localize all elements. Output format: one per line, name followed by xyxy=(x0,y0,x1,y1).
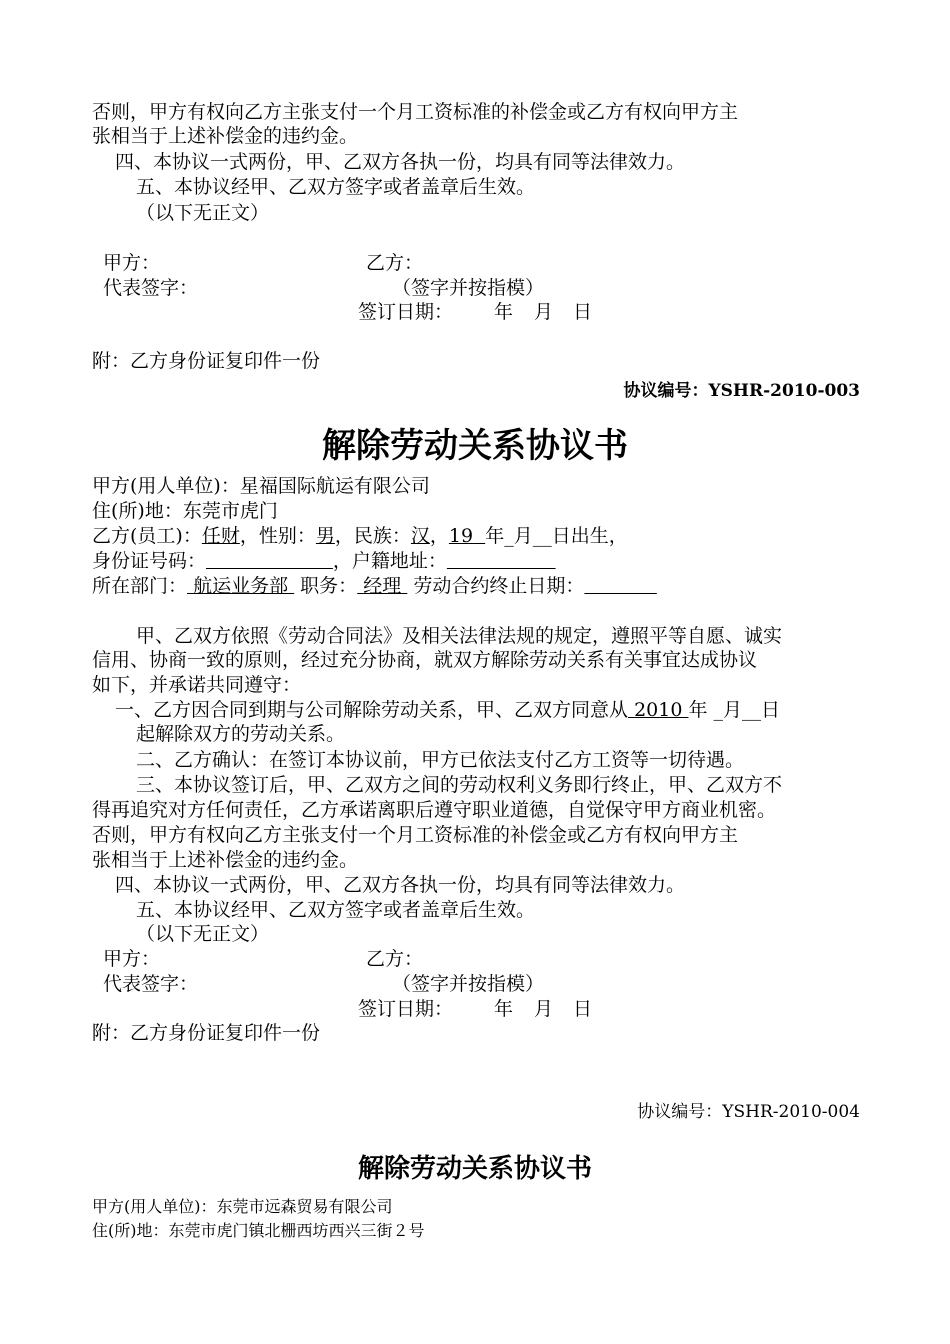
clause-3-cont: 否则，甲方有权向乙方主张支付一个月工资标准的补偿金或乙方有权向甲方主 xyxy=(92,824,739,846)
party-b-label: 乙方： xyxy=(366,948,424,970)
employer-line: 甲方(用人单位)：东莞市远森贸易有限公司 xyxy=(92,1197,393,1216)
id-line: 身份证号码： ，户籍地址： xyxy=(92,550,447,572)
sign-date-label: 签订日期： xyxy=(358,301,454,323)
intro-line: 信用、协商一致的原则，经过充分协商，就双方解除劳动关系有关事宜达成协议 xyxy=(92,649,758,671)
party-a-label: 甲方： xyxy=(103,252,161,274)
clause-4: 四、本协议一式两份，甲、乙双方各执一份，均具有同等法律效力。 xyxy=(115,151,686,173)
party-b-label: 乙方： xyxy=(366,252,424,274)
clause-1-cont: 起解除双方的劳动关系。 xyxy=(136,723,346,745)
address-line: 住(所)地：东莞市虎门镇北栅西坊西兴三街２号 xyxy=(92,1221,425,1240)
sign-date-label: 签订日期： xyxy=(358,998,454,1020)
sign-year: 年 xyxy=(494,301,514,323)
sign-month: 月 xyxy=(534,998,554,1020)
clause-5: 五、本协议经甲、乙双方签字或者盖章后生效。 xyxy=(136,176,536,198)
agreement-number: 协议编号：YSHR-2010-003 xyxy=(623,381,860,401)
clause-4: 四、本协议一式两份，甲、乙双方各执一份，均具有同等法律效力。 xyxy=(115,874,686,896)
party-a-label: 甲方： xyxy=(103,948,161,970)
attachment-note: 附：乙方身份证复印件一份 xyxy=(92,1022,321,1044)
clause-3-cont: 得再追究对方任何责任，乙方承诺离职后遵守职业道德，自觉保守甲方商业机密。 xyxy=(92,799,777,821)
clause-3: 三、本协议签订后，甲、乙双方之间的劳动权利义务即行终止，甲、乙双方不 xyxy=(136,774,783,796)
fingerprint-note: （签字并按指模） xyxy=(392,973,545,995)
employer-line: 甲方(用人单位)：星福国际航运有限公司 xyxy=(92,475,430,497)
address-line: 住(所)地：东莞市虎门 xyxy=(92,500,278,522)
employee-line: 乙方(员工)：任财，性别：男，民族：汉，19 年_月__日出生， xyxy=(92,525,628,547)
department-value: 航运业务部 xyxy=(193,575,289,597)
birth-year: 19 xyxy=(448,525,474,547)
intro-line: 如下，并承诺共同遵守： xyxy=(92,674,302,696)
rep-sign-label: 代表签字： xyxy=(103,277,199,299)
paragraph-line: 否则，甲方有权向乙方主张支付一个月工资标准的补偿金或乙方有权向甲方主 xyxy=(92,101,739,123)
intro-line: 甲、乙双方依照《劳动合同法》及相关法律法规的规定，遵照平等自愿、诚实 xyxy=(136,625,783,647)
sign-day: 日 xyxy=(573,998,593,1020)
sign-day: 日 xyxy=(573,301,593,323)
sign-month: 月 xyxy=(534,301,554,323)
paragraph-line: 张相当于上述补偿金的违约金。 xyxy=(92,125,359,147)
clause-3-cont: 张相当于上述补偿金的违约金。 xyxy=(92,849,359,871)
document-title: 解除劳动关系协议书 xyxy=(322,426,628,466)
gender-value: 男 xyxy=(315,525,335,547)
clause-1: 一、乙方因合同到期与公司解除劳动关系，甲、乙双方同意从 2010 年 _月__日 xyxy=(115,699,781,721)
fingerprint-note: （签字并按指模） xyxy=(392,277,545,299)
ethnic-value: 汉 xyxy=(410,525,430,547)
clause-5: 五、本协议经甲、乙双方签字或者盖章后生效。 xyxy=(136,899,536,921)
agreement-number: 协议编号：YSHR-2010-004 xyxy=(637,1102,860,1122)
rep-sign-label: 代表签字： xyxy=(103,973,199,995)
department-line: 所在部门： 航运业务部 职务： 经理 劳动合约终止日期： xyxy=(92,575,585,597)
no-text-note: （以下无正文） xyxy=(136,202,270,224)
job-value: 经理 xyxy=(363,575,402,597)
document-title: 解除劳动关系协议书 xyxy=(357,1154,592,1184)
sign-year: 年 xyxy=(494,998,514,1020)
clause-1-year: 2010 xyxy=(634,699,683,721)
attachment-note: 附：乙方身份证复印件一份 xyxy=(92,350,321,372)
employee-name: 任财 xyxy=(201,525,240,547)
no-text-note: （以下无正文） xyxy=(136,923,270,945)
clause-2: 二、乙方确认：在签订本协议前，甲方已依法支付乙方工资等一切待遇。 xyxy=(136,749,745,771)
